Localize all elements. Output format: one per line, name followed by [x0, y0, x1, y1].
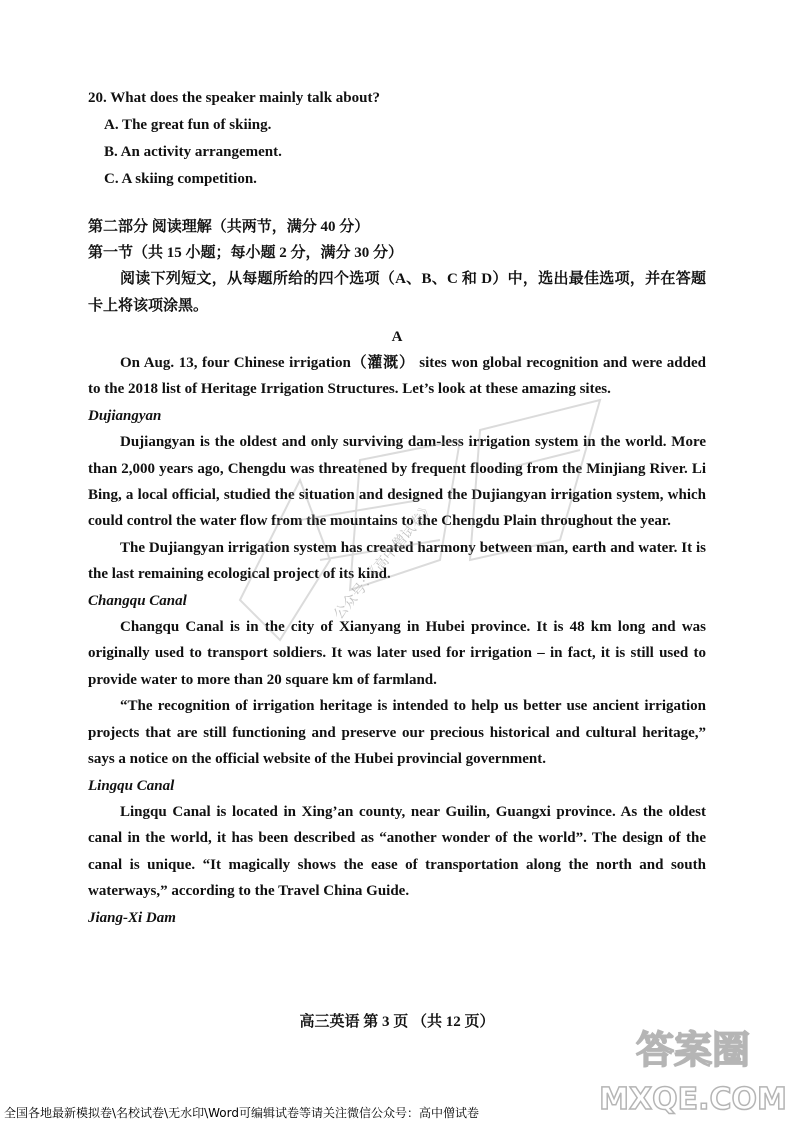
- heading-lingqu: Lingqu Canal: [88, 777, 175, 794]
- option-b: B. An activity arrangement.: [104, 144, 282, 160]
- passage-label: A: [391, 329, 403, 345]
- corner-logo-url: MXQE.COM: [599, 1082, 787, 1117]
- page-footer: 高三英语 第 3 页 （共 12 页）: [299, 1014, 495, 1030]
- heading-jiangxi: Jiang-Xi Dam: [88, 909, 176, 926]
- section-heading: 第二部分 阅读理解（共两节，满分 40 分）: [88, 219, 370, 235]
- instruction-text: 阅读下列短文，从每题所给的四个选项（A、B、C 和 D）中，选出最佳选项，并在答题卡上将该项涂黑。: [88, 271, 706, 314]
- option-a: A. The great fun of skiing.: [104, 117, 272, 133]
- paragraph-changqu-2: “The recognition of irrigation heritage is intended to help us better use ancient irrigation projects that are still functioning and preserve our precious historical and cultural heritage,” says a notice on the official website of the Hubei provincial government.: [88, 698, 706, 768]
- exam-page: [88, 90, 706, 931]
- watermark-text: 公众号：《高中僧试卷》: [330, 499, 438, 623]
- question-title: 20. What does the speaker mainly talk about?: [88, 90, 380, 106]
- subsection-heading: 第一节（共 15 小题；每小题 2 分，满分 30 分）: [88, 245, 404, 261]
- paragraph-lingqu: Lingqu Canal is located in Xing’an county, near Guilin, Guangxi province. As the oldest canal in the world, it has been described as “another wonder of the world”. The design of the canal is unique. “It magically shows the ease of transportation along the north and south waterways,” according to the Travel China Guide.: [88, 803, 706, 900]
- option-c: C. A skiing competition.: [104, 171, 257, 187]
- paragraph-changqu-1: Changqu Canal is in the city of Xianyang in Hubei province. It is 48 km long and was originally used to transport soldiers. It was later used for irrigation – in fact, it is still used to provide water to more than 20 square km of farmland.: [88, 619, 706, 688]
- bottom-note: 全国各地最新模拟卷\名校试卷\无水印\Word可编辑试卷等请关注微信公众号：高中僧试卷: [4, 1106, 479, 1120]
- corner-logo-title: 答案圈: [635, 1028, 751, 1072]
- passage-intro: On Aug. 13, four Chinese irrigation（灌溉） sites won global recognition and were added to the 2018 list of Heritage Irrigation Structures. Let’s look at these amazing sites.: [88, 355, 706, 398]
- paragraph-dujiangyan-1: Dujiangyan is the oldest and only surviving dam-less irrigation system in the world. More than 2,000 years ago, Chengdu was threatened by frequent flooding from the Minjiang River. Li Bing, a local official, studied the situation and designed the Dujiangyan irrigation system, which could control the water flow from the mountains to the Chengdu Plain throughout the year.: [88, 434, 706, 530]
- heading-dujiangyan: Dujiangyan: [88, 407, 162, 424]
- heading-changqu: Changqu Canal: [88, 592, 187, 609]
- paragraph-dujiangyan-2: The Dujiangyan irrigation system has created harmony between man, earth and water. It is the last remaining ecological project of its kind.: [88, 539, 706, 583]
- corner-logo: [598, 1021, 788, 1121]
